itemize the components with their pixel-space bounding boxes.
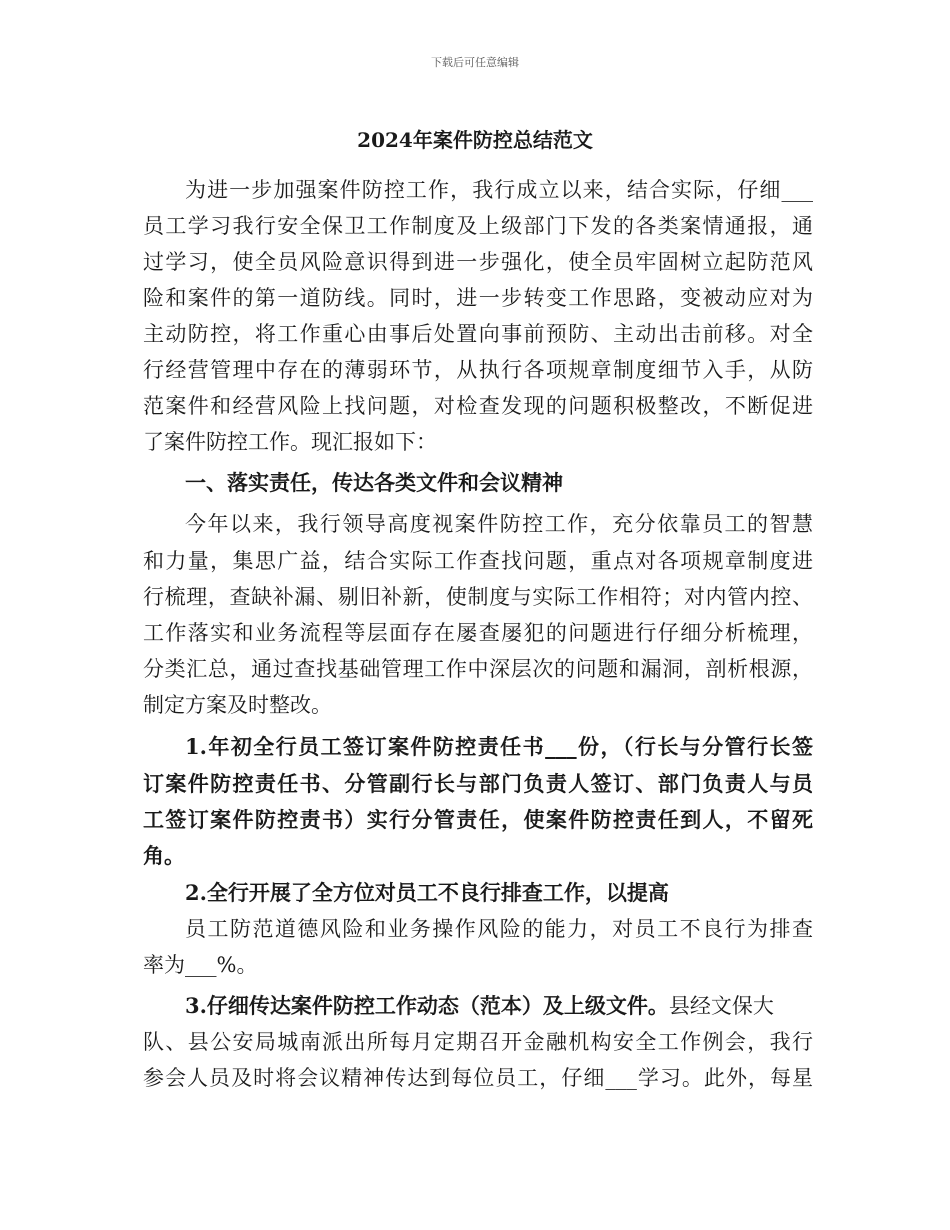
paragraph-line: 今年以来，我行领导高度视案件防控工作，充分依靠员工的智慧 [185, 512, 813, 536]
paragraph-text: 县经文保大 [668, 994, 774, 1018]
bold-paragraph-line: 角。 [143, 843, 185, 868]
paragraph-line: 工作落实和业务流程等层面存在屡查屡犯的问题进行仔细分析梳理， [143, 621, 813, 645]
section-heading: 一、落实责任，传达各类文件和会议精神 [185, 470, 563, 495]
paragraph-line: 过学习，使全员风险意识得到进一步强化，使全员牢固树立起防范风 [143, 250, 813, 274]
bold-paragraph-line: 工签订案件防控责书）实行分管责任，使案件防控责任到人，不留死 [143, 807, 813, 832]
paragraph-line: 行经营管理中存在的薄弱环节，从执行各项规章制度细节入手，从防 [143, 358, 813, 382]
paragraph-line: 为进一步加强案件防控工作，我行成立以来，结合实际，仔细___ [185, 178, 813, 202]
paragraph-line: 主动防控，将工作重心由事后处置向事前预防、主动出击前移。对全 [143, 322, 813, 346]
mixed-paragraph-line [185, 992, 813, 1020]
paragraph-line: 分类汇总，通过查找基础管理工作中深层次的问题和漏洞，剖析根源， [143, 657, 813, 681]
paragraph-line: 范案件和经营风险上找问题，对检查发现的问题积极整改，不断促进 [143, 394, 813, 418]
paragraph-line: 率为___%。 [143, 953, 258, 977]
bold-paragraph-line: 订案件防控责任书、分管副行长与部门负责人签订、部门负责人与员 [143, 771, 813, 796]
paragraph-line: 员工防范道德风险和业务操作风险的能力，对员工不良行为排查 [185, 917, 813, 941]
paragraph-line: 和力量，集思广益，结合实际工作查找问题，重点对各项规章制度进 [143, 549, 813, 573]
paragraph-line: 队、县公安局城南派出所每月定期召开金融机构安全工作例会，我行 [143, 1030, 813, 1054]
paragraph-line: 行梳理，查缺补漏、剔旧补新，使制度与实际工作相符；对内管内控、 [143, 585, 813, 609]
bold-paragraph-line: 1.年初全行员工签订案件防控责任书___份，（行长与分管行长签 [185, 734, 813, 759]
paragraph-line: 参会人员及时将会议精神传达到每位员工，仔细___学习。此外，每星 [143, 1066, 813, 1090]
paragraph-line: 员工学习我行安全保卫工作制度及上级部门下发的各类案情通报，通 [143, 214, 813, 238]
paragraph-line: 了案件防控工作。现汇报如下： [143, 430, 437, 454]
bold-lead-text: 3.仔细传达案件防控工作动态（范本）及上级文件。 [185, 993, 669, 1018]
paragraph-line: 险和案件的第一道防线。同时，进一步转变工作思路，变被动应对为 [143, 286, 813, 310]
document-title: 2024年案件防控总结范文 [357, 128, 593, 152]
page-header: 下载后可任意编辑 [431, 56, 519, 69]
bold-paragraph-line: 2.全行开展了全方位对员工不良行排查工作，以提高 [185, 880, 669, 905]
paragraph-line: 制定方案及时整改。 [143, 693, 332, 717]
